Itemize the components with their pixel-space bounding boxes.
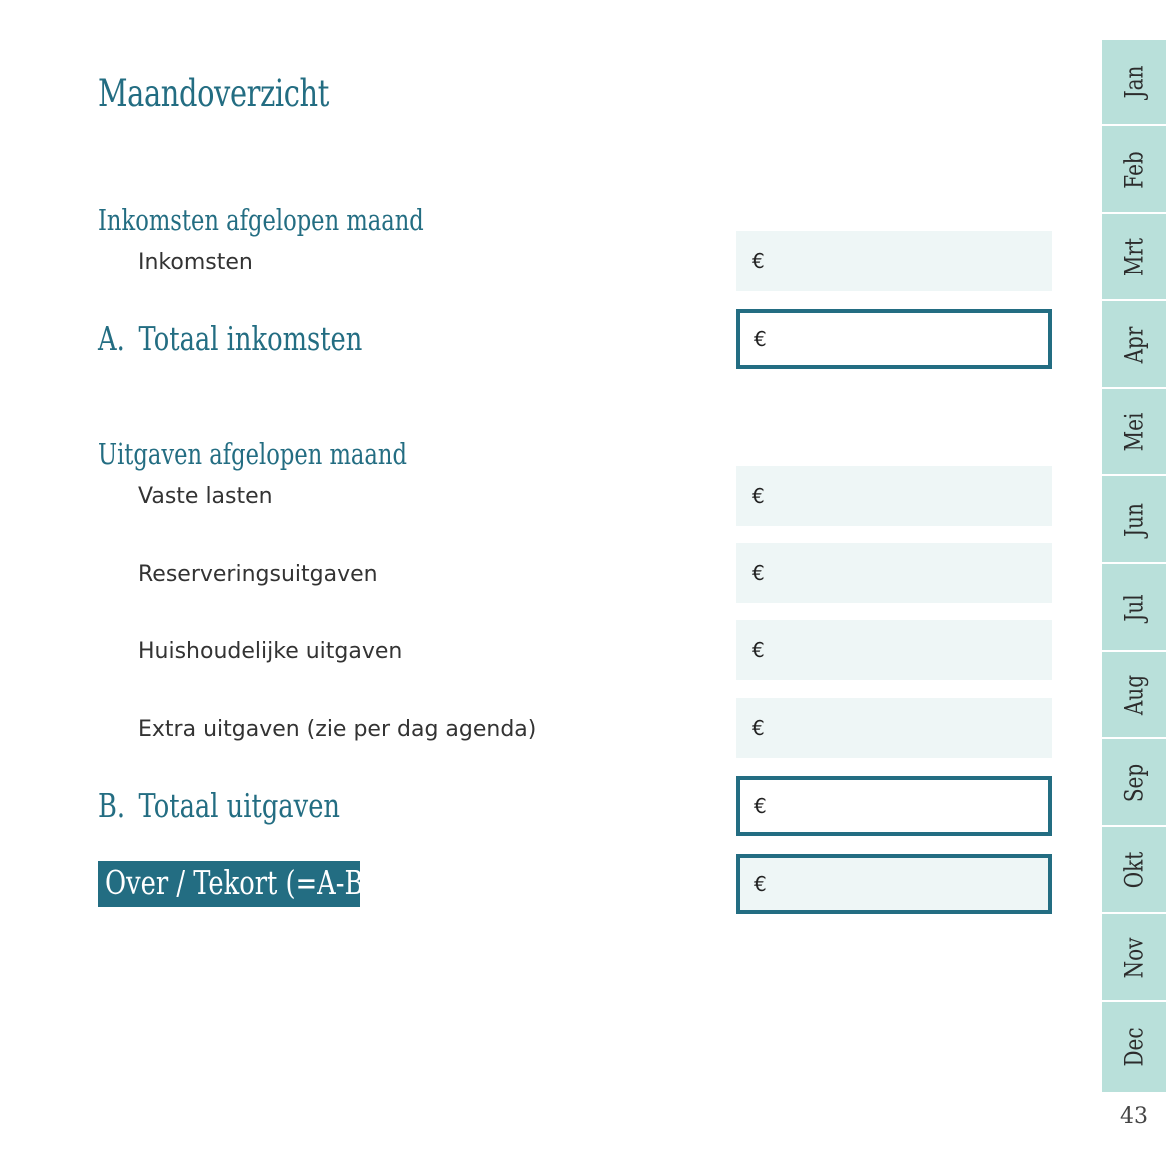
total-expenses-label [98, 786, 340, 825]
tab-mei[interactable] [1102, 390, 1166, 476]
household-expenses-label: Huishoudelijke uitgaven [138, 639, 403, 664]
tab-label: Mrt [1119, 237, 1149, 277]
tab-jul[interactable] [1102, 566, 1166, 652]
euro-sign: € [754, 794, 767, 818]
tab-label: Sep [1119, 763, 1149, 803]
tab-sep[interactable] [1102, 741, 1166, 827]
expenses-heading: Uitgaven afgelopen maand [98, 437, 407, 471]
tab-jun[interactable] [1102, 478, 1166, 564]
total-expenses-text: Totaal uitgaven [138, 786, 341, 825]
tab-apr[interactable] [1102, 303, 1166, 389]
income-heading: Inkomsten afgelopen maand [98, 203, 424, 237]
euro-sign: € [754, 872, 767, 896]
extra-expenses-label: Extra uitgaven (zie per dag agenda) [138, 717, 537, 742]
page-title: Maandoverzicht [98, 72, 329, 115]
tab-feb[interactable] [1102, 128, 1166, 214]
income-item-label: Inkomsten [138, 250, 253, 275]
page-number: 43 [1120, 1104, 1148, 1129]
tab-label: Jun [1119, 503, 1149, 537]
surplus-deficit-input[interactable] [736, 854, 1052, 914]
total-expenses-letter: B. [98, 786, 126, 825]
reserved-expenses-input[interactable] [736, 543, 1052, 603]
total-income-label [98, 319, 362, 358]
total-expenses-input[interactable] [736, 776, 1052, 836]
tab-aug[interactable] [1102, 653, 1166, 739]
month-tabs [1102, 40, 1166, 1092]
household-expenses-input[interactable] [736, 620, 1052, 680]
euro-sign: € [752, 638, 765, 662]
total-income-input[interactable] [736, 309, 1052, 369]
reserved-expenses-label: Reserveringsuitgaven [138, 562, 378, 587]
euro-sign: € [752, 249, 765, 273]
tab-label: Apr [1119, 326, 1149, 364]
surplus-deficit-text: Over / Tekort (=A-B) [105, 863, 374, 902]
tab-label: Feb [1119, 151, 1149, 189]
euro-sign: € [752, 561, 765, 585]
euro-sign: € [752, 716, 765, 740]
total-income-letter: A. [98, 319, 125, 358]
tab-nov[interactable] [1102, 916, 1166, 1002]
tab-mrt[interactable] [1102, 215, 1166, 301]
extra-expenses-input[interactable] [736, 698, 1052, 758]
tab-label: Okt [1119, 851, 1149, 889]
fixed-costs-input[interactable] [736, 466, 1052, 526]
tab-label: Dec [1119, 1027, 1149, 1067]
tab-label: Jan [1119, 65, 1149, 99]
euro-sign: € [752, 484, 765, 508]
income-input[interactable] [736, 231, 1052, 291]
tab-dec[interactable] [1102, 1004, 1166, 1090]
tab-label: Jul [1119, 594, 1149, 622]
tab-okt[interactable] [1102, 828, 1166, 914]
fixed-costs-label: Vaste lasten [138, 484, 273, 509]
tab-jan[interactable] [1102, 40, 1166, 126]
tab-label: Aug [1119, 674, 1149, 716]
surplus-deficit-label [98, 861, 374, 907]
tab-label: Mei [1119, 412, 1149, 452]
tab-label: Nov [1119, 937, 1149, 979]
euro-sign: € [754, 327, 767, 351]
total-income-text: Totaal inkomsten [138, 319, 363, 358]
